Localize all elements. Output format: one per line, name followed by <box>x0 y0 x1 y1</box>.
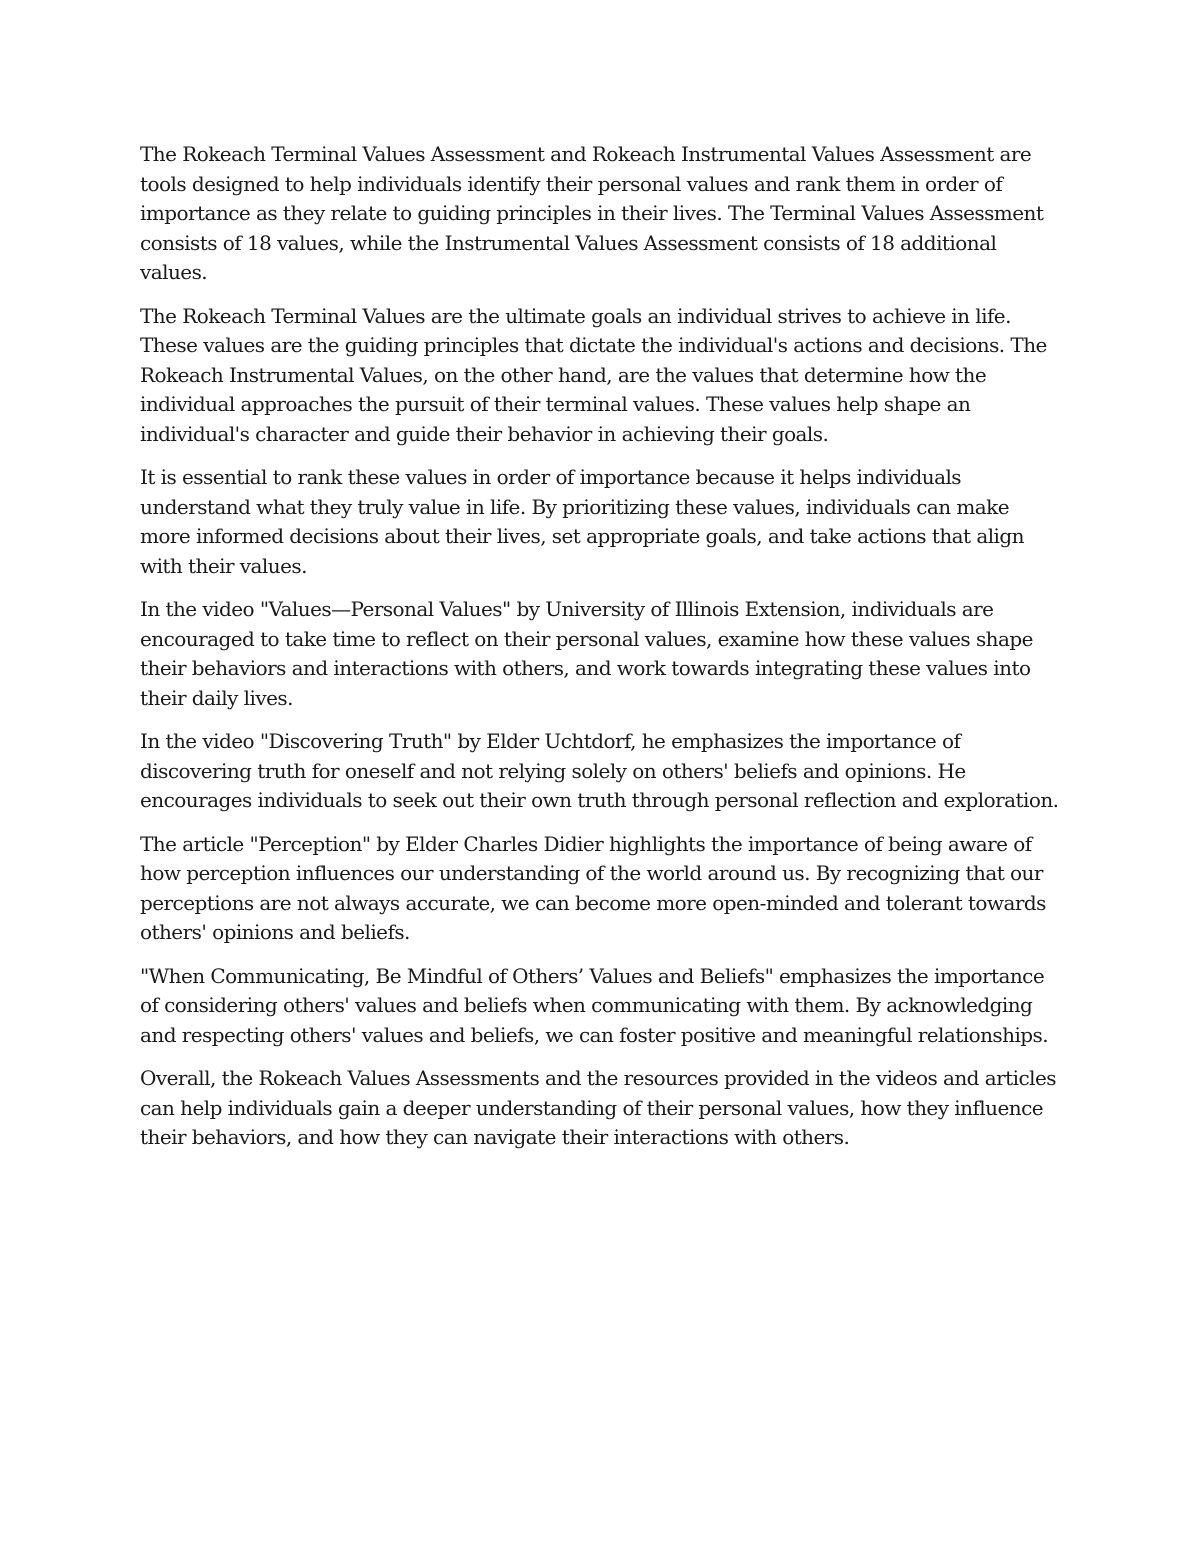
paragraph: It is essential to rank these values in order of importance because it helps individuals understand what they truly value in life. By prioritizing these values, individuals can make more informed decisions about their lives, set appropriate goals, and take actions that align with their values. <box>140 465 1024 578</box>
paragraph: In the video "Values—Personal Values" by University of Illinois Extension, individuals are encouraged to take time to reflect on their personal values, examine how these values shape their behaviors and interactions with others, and work towards integrating these values into their daily lives. <box>140 597 1033 710</box>
paragraph: The Rokeach Terminal Values Assessment and Rokeach Instrumental Values Assessment are tools designed to help individuals identify their personal values and rank them in order of importance as they relate to guiding principles in their lives. The Terminal Values Assessment consists of 18 values, while the Instrumental Values Assessment consists of 18 additional values. <box>140 142 1044 284</box>
paragraph: The article "Perception" by Elder Charles Didier highlights the importance of being aware of how perception influences our understanding of the world around us. By recognizing that our perceptions are not always accurate, we can become more open-minded and tolerant towards others' opinions and beliefs. <box>140 831 1046 944</box>
paragraph: The Rokeach Terminal Values are the ultimate goals an individual strives to achieve in life. These values are the guiding principles that dictate the individual's actions and decisions. The Rokeach Instrumental Values, on the other hand, are the values that determine how the individual approaches the pursuit of their terminal values. These values help shape an individual's character and guide their behavior in achieving their goals. <box>140 303 1047 446</box>
paragraph: In the video "Discovering Truth" by Elder Uchtdorf, he emphasizes the importance of discovering truth for oneself and not relying solely on others' beliefs and opinions. He encourages individuals to seek out their own truth through personal reflection and exploration. <box>140 729 1059 812</box>
document-body <box>140 140 1065 1167</box>
paragraph: Overall, the Rokeach Values Assessments and the resources provided in the videos and articles can help individuals gain a deeper understanding of their personal values, how they influence their behaviors, and how they can navigate their interactions with others. <box>140 1066 1056 1149</box>
paragraph: "When Communicating, Be Mindful of Others’ Values and Beliefs" emphasizes the importance of considering others' values and beliefs when communicating with them. By acknowledging and respecting others' values and beliefs, we can foster positive and meaningful relationships. <box>140 963 1049 1047</box>
